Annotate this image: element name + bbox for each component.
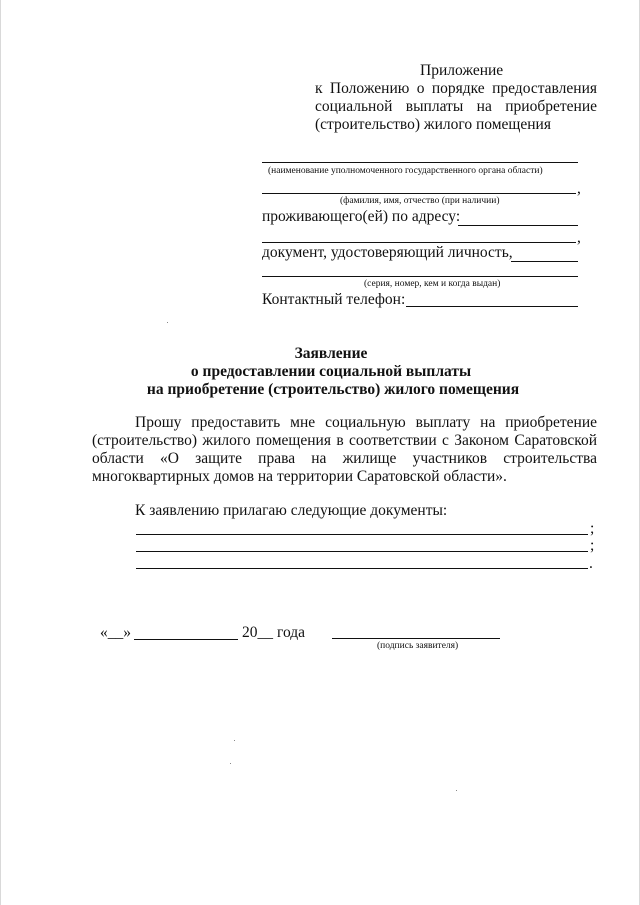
attachment-ending-2: ;: [590, 537, 595, 554]
name-comma: ,: [577, 180, 581, 197]
appendix-line-2: социальной выплаты на приобретение: [315, 98, 597, 115]
body-line-1: Прошу предоставить мне социальную выплату на приобретение: [135, 414, 597, 431]
document-caption: (серия, номер, кем и когда выдан): [364, 279, 501, 289]
attachment-line-3[interactable]: [136, 568, 588, 569]
attachments-label: К заявлению прилагаю следующие документы:: [135, 502, 448, 519]
phone-field-line[interactable]: [406, 306, 578, 307]
date-year-word: года: [277, 624, 306, 641]
address-label: проживающего(ей) по адресу:: [262, 208, 461, 225]
scan-speck: [167, 322, 168, 323]
address-comma: ,: [577, 229, 581, 246]
attachment-line-1[interactable]: [136, 534, 588, 535]
authority-field-line[interactable]: [262, 162, 578, 163]
body-line-2: (строительство) жилого помещения в соответствии с Законом Саратовской: [92, 432, 597, 449]
document-field-line-2[interactable]: [262, 276, 578, 277]
address-field-line-2[interactable]: [262, 242, 576, 243]
signature-caption: (подпись заявителя): [377, 641, 459, 651]
date-month-field-line[interactable]: [134, 639, 238, 640]
body-line-4: многоквартирных домов на территории Саратовской области».: [92, 468, 507, 485]
document-label: документ, удостоверяющий личность,: [262, 244, 513, 261]
address-field-line-1[interactable]: [458, 225, 578, 226]
body-line-3: области «О защите права на жилище участников строительства: [92, 450, 597, 467]
date-year-field[interactable]: 20__: [242, 624, 273, 641]
scan-speck: [230, 763, 231, 764]
phone-label: Контактный телефон:: [262, 291, 406, 308]
date-day-field[interactable]: «__»: [100, 624, 131, 641]
attachment-line-2[interactable]: [136, 551, 588, 552]
application-title: Заявление: [294, 345, 368, 362]
scan-speck: [456, 790, 457, 791]
appendix-line-1: к Положению о порядке предоставления: [315, 80, 597, 97]
signature-field-line[interactable]: [332, 638, 500, 639]
document-field-line-1[interactable]: [511, 261, 578, 262]
attachment-ending-1: ;: [590, 520, 595, 537]
application-subtitle-2: на приобретение (строительство) жилого помещения: [146, 381, 520, 398]
appendix-line-3: (строительство) жилого помещения: [315, 116, 551, 133]
application-subtitle-1: о предоставлении социальной выплаты: [190, 363, 472, 380]
name-field-line[interactable]: [262, 193, 576, 194]
name-caption: (фамилия, имя, отчество (при наличии): [340, 196, 500, 206]
scan-speck: [234, 740, 235, 741]
attachment-ending-3: .: [589, 555, 593, 572]
authority-caption: (наименование уполномоченного государственного органа области): [268, 166, 543, 176]
appendix-title: Приложение: [420, 62, 504, 79]
